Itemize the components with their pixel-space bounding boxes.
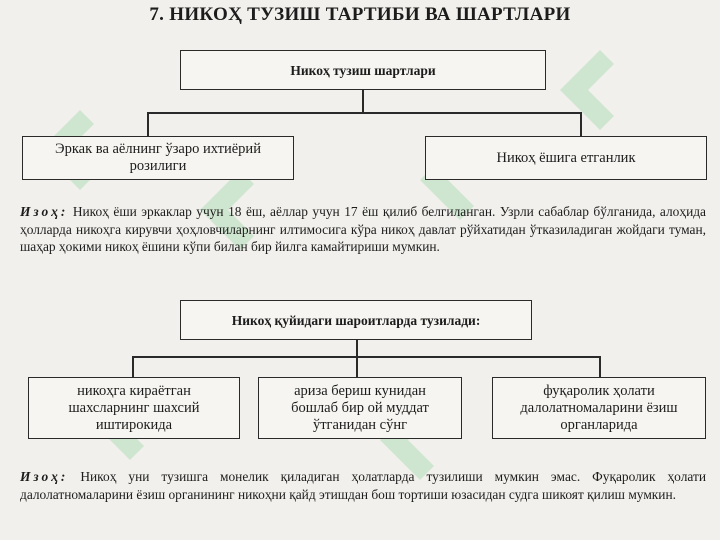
diagram1-left-text: Эркак ва аёлнинг ўзаро ихтиёрий розилиги <box>55 141 261 174</box>
note1 <box>20 203 706 256</box>
diagram1-right-text: Никоҳ ёшига етганлик <box>496 149 636 166</box>
diagram1-header-box <box>180 50 546 90</box>
connector-line <box>362 90 364 112</box>
connector-line <box>580 112 582 137</box>
diagram2-box-text: ариза бериш кунидан бошлаб бир ой муддат ўтганидан сўнг <box>291 382 429 433</box>
page-title: 7. НИКОҲ ТУЗИШ ТАРТИБИ ВА ШАРТЛАРИ <box>149 4 571 25</box>
diagram2-box-registry-office <box>492 377 706 439</box>
diagram2-box-text: фуқаролик ҳолати далолатномаларини ёзиш органларида <box>520 382 678 433</box>
connector-line <box>132 356 134 378</box>
diagram2-box-one-month <box>258 377 462 439</box>
diagram1-right-box <box>425 136 707 180</box>
diagram2-box-text: никоҳга кираётган шахсларнинг шахсий иштирокида <box>68 382 200 433</box>
connector-line <box>356 356 358 378</box>
note2-text: Никоҳ уни тузишга монелик қиладиган ҳолатларда тузилиши мумкин эмас. Фуқаролик ҳолати далолатномаларини ёзиш органининг никоҳни қайд этишдан бош тортиши юзасидан судга шикоят қилиш мумкин. <box>20 469 706 502</box>
connector-line <box>356 340 358 356</box>
note1-label: Изоҳ: <box>20 204 69 219</box>
connector-line <box>132 356 600 358</box>
diagram2-box-personal-presence <box>28 377 240 439</box>
diagram1-left-box <box>22 136 294 180</box>
note2 <box>20 468 706 503</box>
connector-line <box>147 112 581 114</box>
connector-line <box>599 356 601 378</box>
diagram2-header-box <box>180 300 532 340</box>
diagram2-header-text: Никоҳ қуйидаги шароитларда тузилади: <box>231 312 481 328</box>
note1-text: Никоҳ ёши эркаклар учун 18 ёш, аёллар учун 17 ёш қилиб белгиланган. Узрли сабаблар бўлганида, алоҳида ҳолларда никоҳга кирувчи ҳоҳловчиларнинг илтимосига кўра никоҳ давлат рўйхатидан ўтказиладиган жойдаги туман, шаҳар ҳокими никоҳ ёшини кўпи билан бир йилга камайтириши мумкин. <box>20 204 706 254</box>
note2-label: Изоҳ: <box>20 469 69 484</box>
connector-line <box>147 112 149 137</box>
diagram1-header-text: Никоҳ тузиш шартлари <box>290 62 436 78</box>
